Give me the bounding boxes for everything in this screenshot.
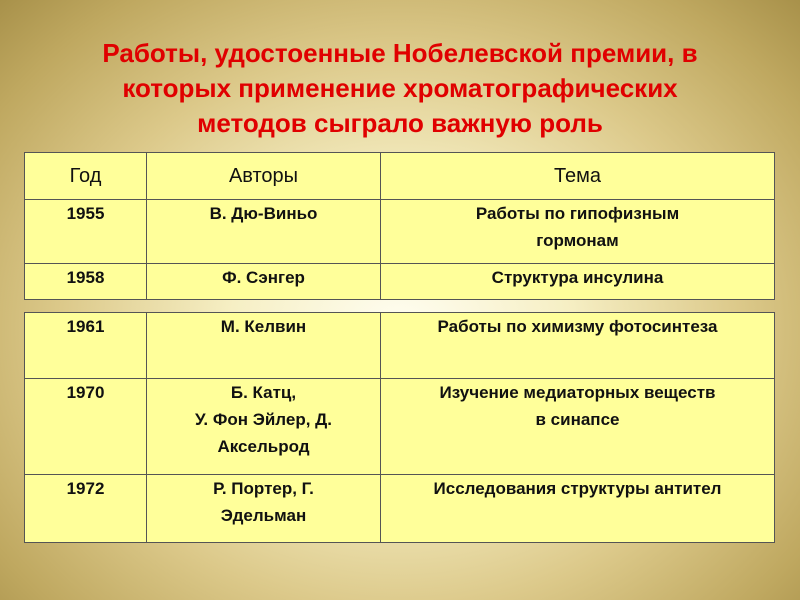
topic-line: Работы по гипофизным [475,204,680,223]
year-cell: 1961 [25,313,147,379]
author-line: У. Фон Эйлер, Д. [194,410,333,429]
topic-line: Исследования структуры антител [433,479,722,498]
author-line: Аксельрод [217,437,310,456]
header-year: Год [25,153,147,200]
topic-cell [381,200,775,264]
year-cell: 1955 [25,200,147,264]
topic-cell [381,264,775,300]
author-line: Эдельман [220,506,307,525]
table-row [25,313,775,379]
nobel-table-top [24,152,775,300]
year-cell: 1972 [25,475,147,543]
title-line: методов сыграло важную роль [197,108,603,138]
topic-cell [381,379,775,475]
topic-cell [381,475,775,543]
topic-cell [381,313,775,379]
topic-line: в синапсе [535,410,620,429]
table-row [25,475,775,543]
authors-cell [147,379,381,475]
nobel-table-bottom [24,312,775,543]
topic-line: Структура инсулина [491,268,664,287]
author-line: В. Дю-Виньо [209,204,318,223]
title-line: Работы, удостоенные Нобелевской премии, в [102,38,698,68]
topic-line: Изучение медиаторных веществ [439,383,716,402]
topic-line: Работы по химизму фотосинтеза [437,317,718,336]
authors-cell [147,475,381,543]
header-topic: Тема [381,153,775,200]
authors-cell [147,264,381,300]
author-line: Р. Портер, Г. [213,479,314,498]
authors-cell [147,313,381,379]
author-line: Б. Катц, [230,383,297,402]
table-row [25,200,775,264]
title-line: которых применение хроматографических [122,73,678,103]
table-header-row [25,153,775,200]
slide-title [20,36,780,141]
header-authors: Авторы [147,153,381,200]
year-cell: 1958 [25,264,147,300]
table-row [25,264,775,300]
table-row [25,379,775,475]
authors-cell [147,200,381,264]
year-cell: 1970 [25,379,147,475]
author-line: Ф. Сэнгер [222,268,305,287]
author-line: М. Келвин [220,317,307,336]
topic-line: гормонам [536,231,619,250]
